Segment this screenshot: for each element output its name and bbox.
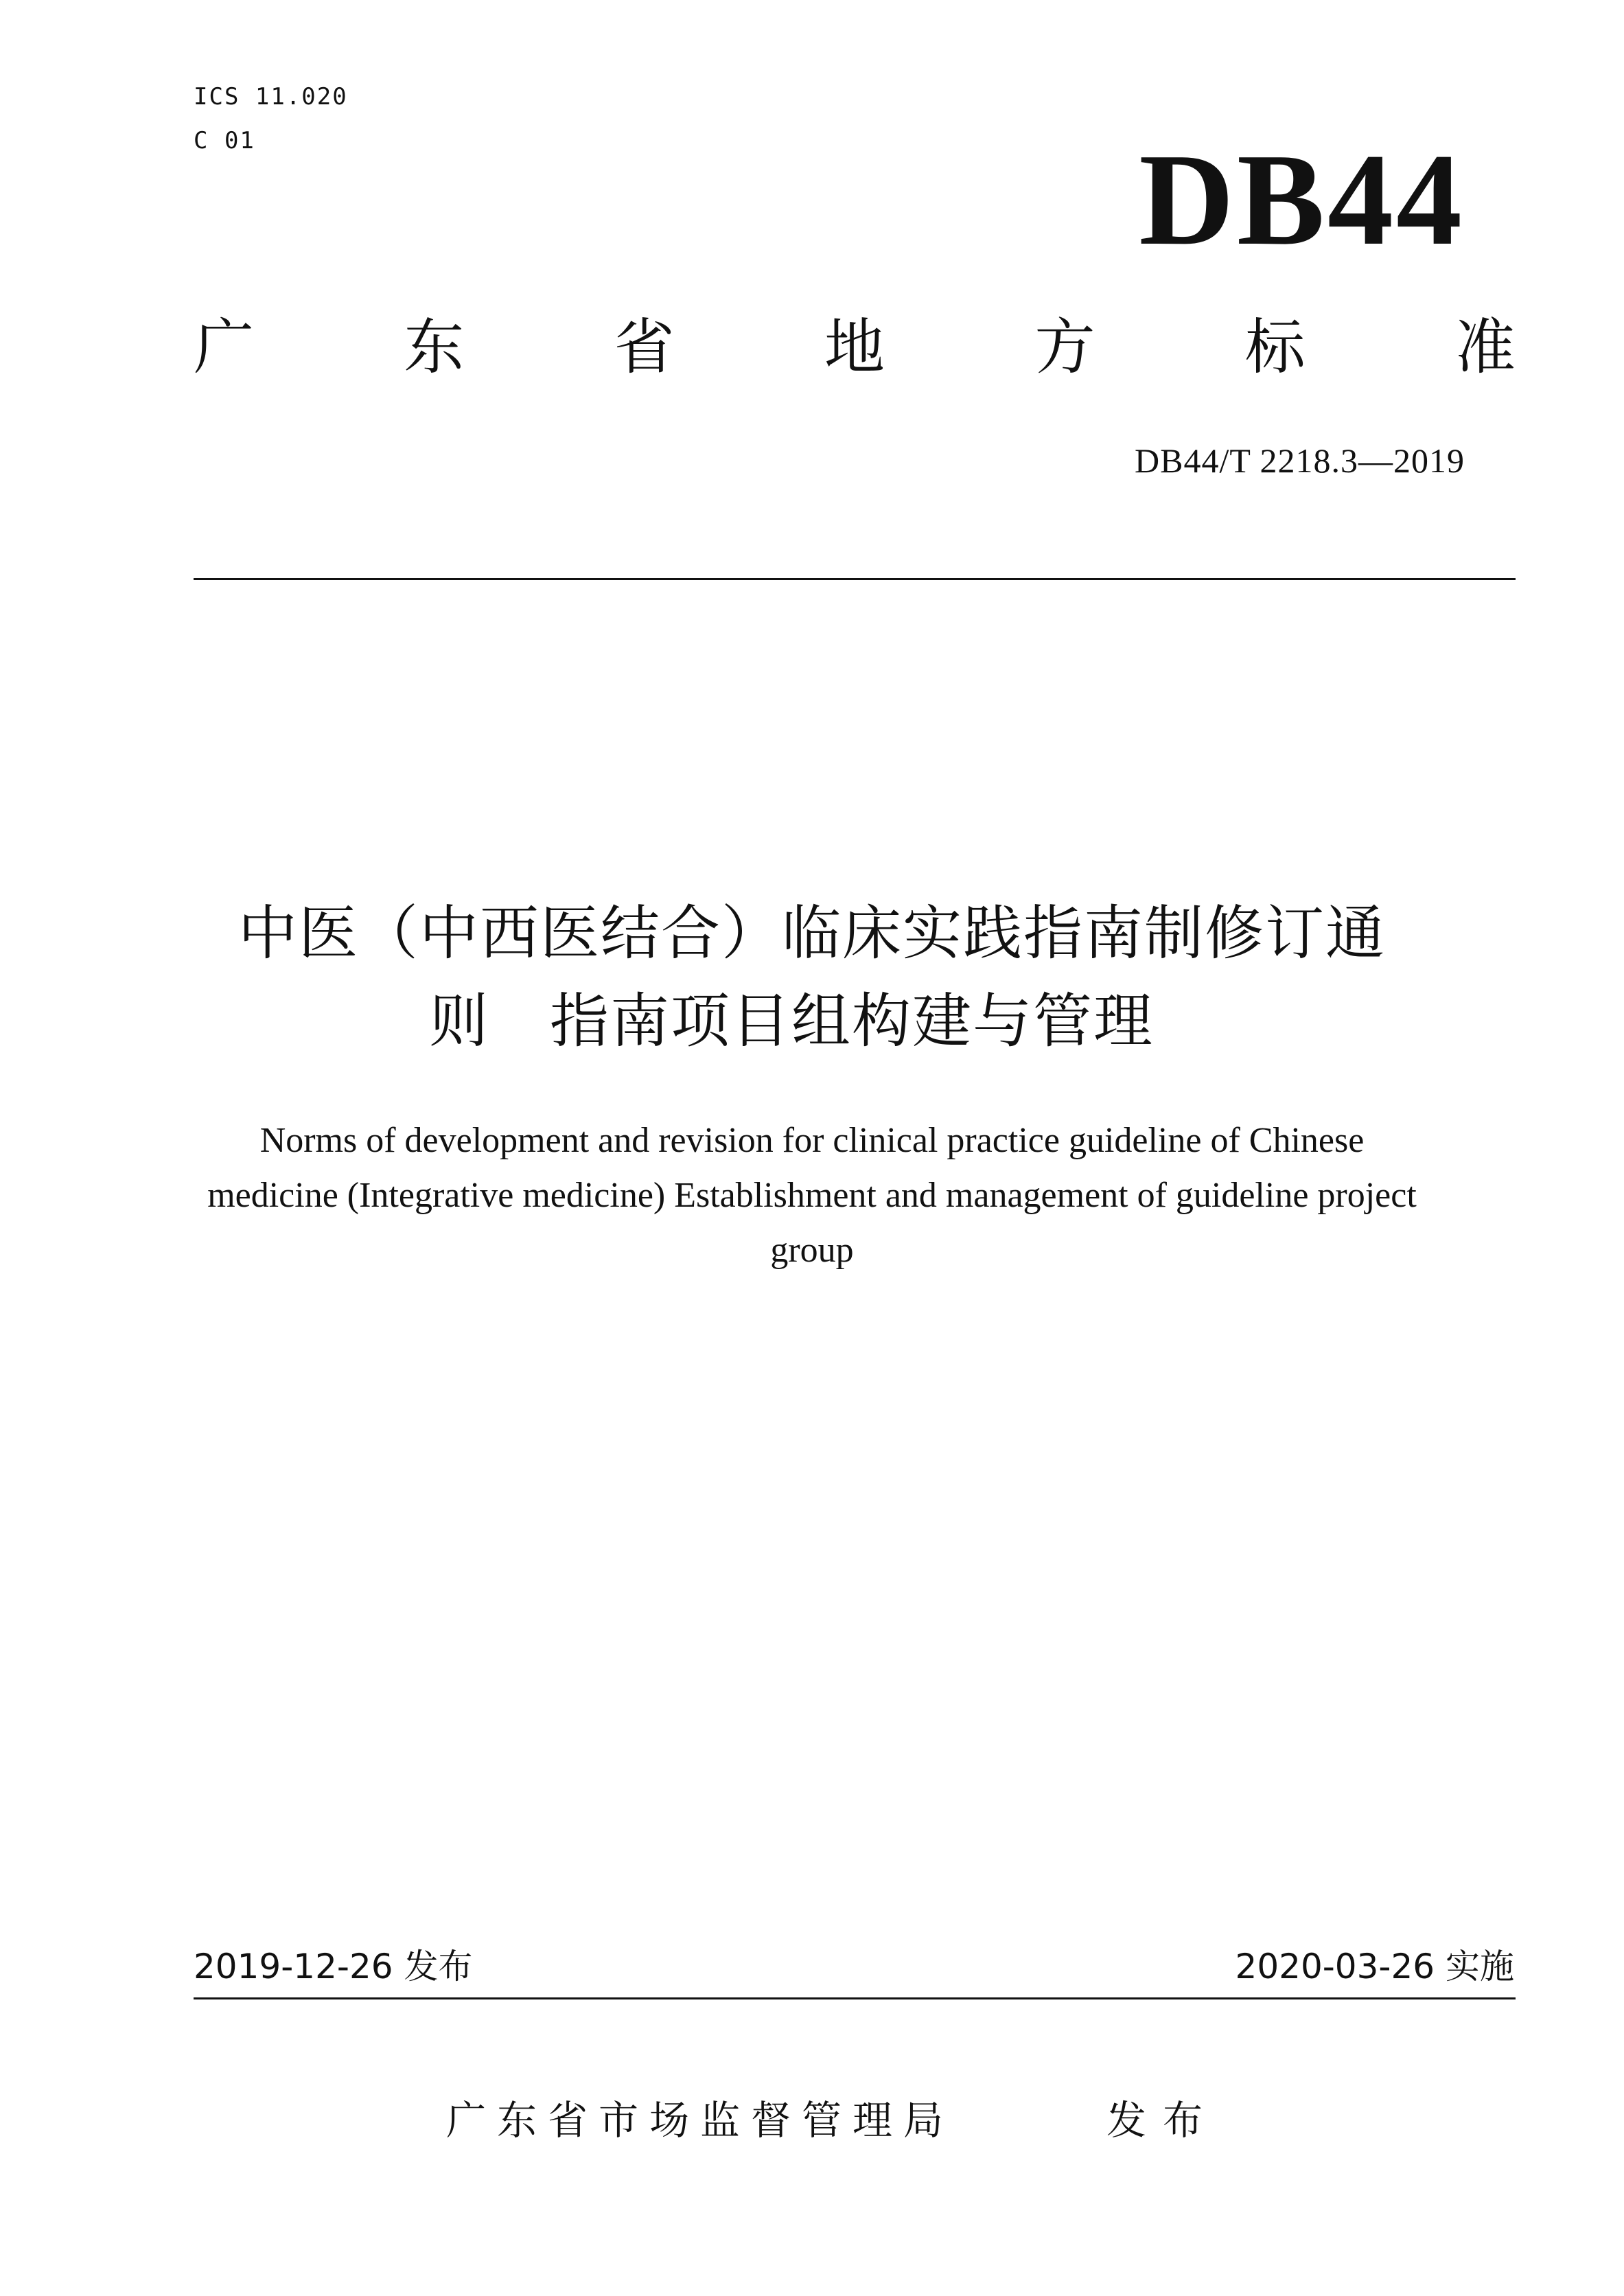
standard-type-char: 地 (824, 312, 885, 382)
standard-type-char: 准 (1454, 312, 1516, 382)
english-title-line: medicine (Integrative medicine) Establishment and management of guideline project (207, 1176, 1417, 1215)
standard-type-heading (194, 312, 1516, 382)
chinese-title (110, 890, 1514, 1065)
ics-code: ICS 11.020 (194, 83, 348, 111)
ccs-code: C 01 (194, 127, 255, 154)
english-title-line: group (770, 1231, 854, 1270)
implementation-date: 2020-03-26 实施 (1235, 1947, 1514, 1986)
db-mark: DB44 (1139, 126, 1465, 272)
issuing-authority: 广东省市场监督管理局 (446, 2097, 955, 2144)
english-title-line: Norms of development and revision for clinical practice guideline of Chinese (259, 1121, 1365, 1160)
standard-type-char: 标 (1244, 312, 1306, 382)
standard-type-char: 广 (194, 312, 255, 382)
standard-number: DB44/T 2218.3—2019 (1135, 441, 1465, 480)
header-divider (194, 578, 1516, 580)
chinese-title-line: 中医（中西医结合）临床实践指南制修订通 (238, 899, 1386, 968)
standard-type-char: 省 (614, 312, 675, 382)
standard-type-char: 方 (1034, 312, 1095, 382)
chinese-title-line: 则 指南项目组构建与管理 (429, 987, 1154, 1056)
footer-divider (194, 1997, 1516, 1999)
english-title (137, 1113, 1487, 1278)
publish-date: 2019-12-26 发布 (194, 1947, 473, 1986)
issue-label: 发布 (1106, 2097, 1220, 2144)
standard-type-char: 东 (404, 312, 465, 382)
